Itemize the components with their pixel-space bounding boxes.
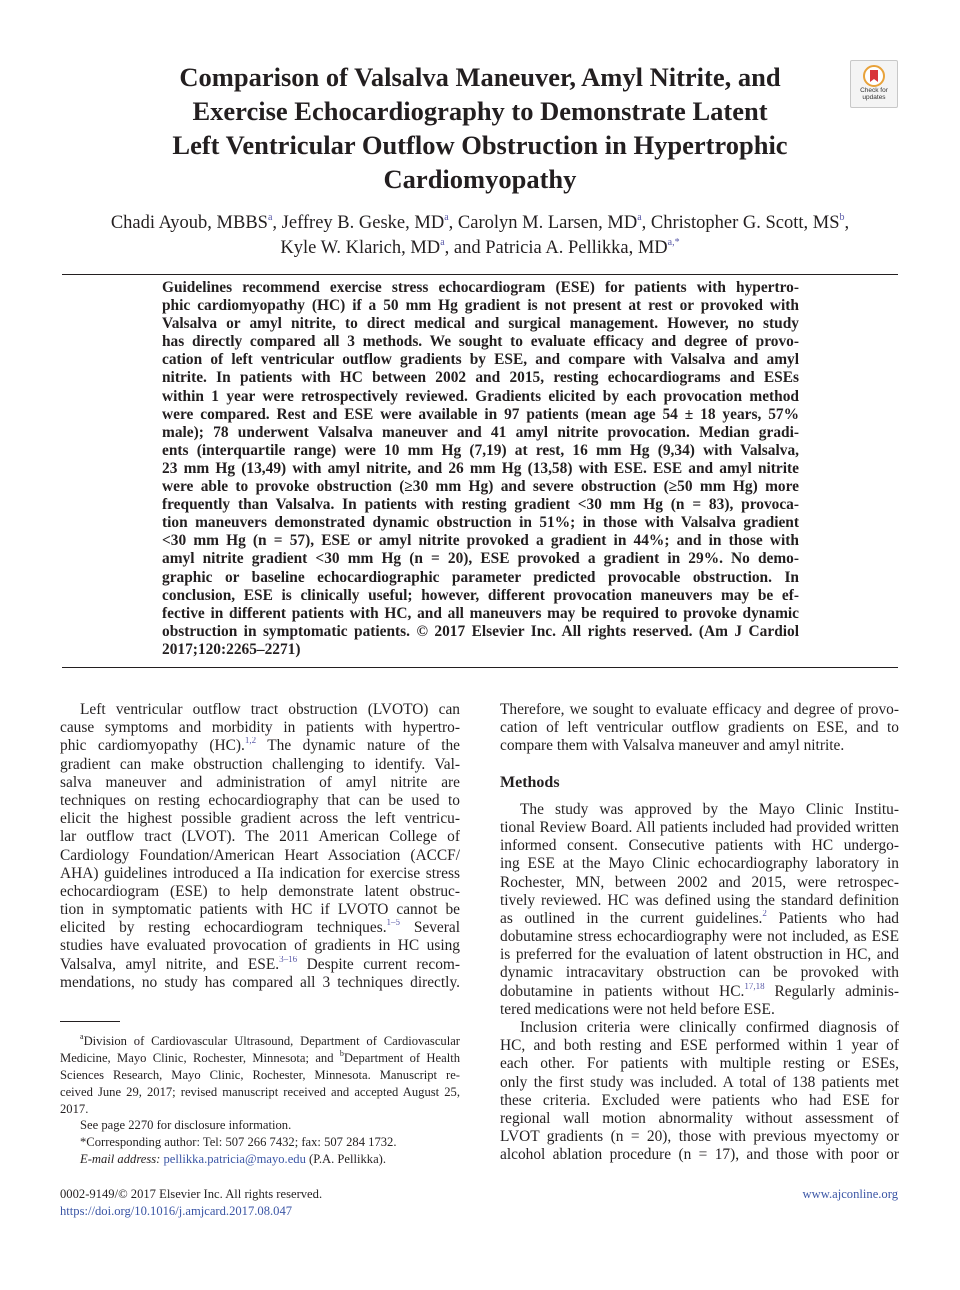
email-label: E-mail address:: [80, 1152, 161, 1167]
abstract-line: Valsalva or amyl nitrite, to direct medical and surgical management. However, no study: [162, 315, 799, 333]
body-text: Valsalva, amyl nitrite, and ESE.: [60, 955, 280, 973]
abstract-top-rule: [62, 274, 898, 275]
body-text: salva maneuver and administration of amyl nitrite are: [60, 773, 460, 791]
doi-link[interactable]: https://doi.org/10.1016/j.amjcard.2017.08.047: [60, 1204, 293, 1218]
body-line: [500, 983, 899, 1001]
body-text: as outlined in the current guidelines.: [500, 909, 763, 927]
footnote-text: Medicine, Mayo Clinic, Rochester, Minnesota; and: [60, 1050, 340, 1065]
email-note: [60, 1151, 460, 1168]
author-name: Chadi Ayoub, MBBS: [110, 213, 268, 233]
body-line: HC, and both resting and ESE performed within 1 year of: [500, 1037, 899, 1055]
title-line: Left Ventricular Outflow Obstruction in Hypertrophic: [172, 130, 788, 160]
body-line: [500, 855, 899, 873]
body-line: [500, 801, 899, 819]
body-line: only the first study was included. A total of 138 patients met: [500, 1073, 899, 1091]
body-line: these criteria. Excluded were patients who had ESE for: [500, 1091, 899, 1109]
body-text: The dynamic nature of the: [256, 737, 460, 755]
body-line: [60, 847, 460, 865]
body-line: LVOT gradients (n = 20), those with previous myectomy or: [500, 1128, 899, 1146]
badge-text-line2: updates: [862, 94, 886, 101]
footnote-line: [60, 1050, 460, 1067]
body-text: tively reviewed. HC was defined using the standard definition: [500, 891, 899, 909]
body-text: phic cardiomyopathy (HC).: [60, 737, 245, 755]
body-text: Several: [400, 919, 460, 937]
body-text: Cardiology Foundation/American Heart Association (ACCF/: [60, 846, 460, 864]
author-line-2: [60, 236, 900, 261]
citation-link[interactable]: 1–5: [386, 919, 401, 928]
body-text: tional Review Board. All patients included had provided written: [500, 818, 899, 836]
footnote-line: [60, 1101, 460, 1118]
body-line: [60, 792, 460, 810]
citation-link[interactable]: 3–16: [279, 955, 298, 964]
affiliation-marker: a: [80, 1033, 84, 1041]
body-text: cause symptoms and morbidity in patients with hypertro-: [60, 719, 460, 737]
author-list: [60, 211, 900, 261]
body-text: elicited by resting echocardiogram techniques.: [60, 919, 387, 937]
author-affiliation: a: [444, 211, 449, 223]
issn-copyright: 0002-9149/© 2017 Elsevier Inc. All rights reserved.: [60, 1187, 323, 1201]
body-line: [500, 928, 899, 946]
corresponding-author-note: [60, 1134, 460, 1151]
abstract-line: were able to provoke obstruction (≥30 mm Hg) and severe obstruction (≥50 mm Hg) more: [162, 478, 799, 496]
title-line: Cardiomyopathy: [383, 164, 577, 194]
title-line: Exercise Echocardiography to Demonstrate Latent: [192, 96, 768, 126]
body-text: AHA) guidelines introduced a IIa indication for exercise stress: [60, 864, 460, 882]
body-text: tered medications were not held before ESE.: [500, 1000, 775, 1018]
methods-column: [500, 701, 899, 1165]
body-text: Rochester, MN, between 2002 and 2015, were retrospec-: [500, 873, 899, 891]
author-affiliation: b: [839, 211, 845, 223]
abstract-bottom-rule: [62, 667, 898, 668]
intro-column: [60, 701, 460, 992]
body-line: regional wall motion abnormality without assessment of: [500, 1109, 899, 1127]
body-text: dobutamine in patients without HC.: [500, 982, 745, 1000]
author-name: Christopher G. Scott, MS: [650, 213, 840, 233]
citation-link[interactable]: 17,18: [744, 982, 765, 991]
body-line: [60, 719, 460, 737]
abstract-line: fective in different patients with HC, and all maneuvers may be required to provoke dynamic: [162, 604, 799, 622]
abstract-line: amyl nitrite gradient <30 mm Hg (n = 20), ESE provoked a gradient in 29%. No demo-: [162, 550, 799, 568]
methods-heading: Methods: [500, 773, 560, 791]
body-line: [60, 810, 460, 828]
body-line: [500, 837, 899, 855]
body-line: [60, 756, 460, 774]
abstract-line: male); 78 underwent Valsalva maneuver and 41 amyl nitrite provocation. Median gradi-: [162, 423, 799, 441]
body-line: [60, 828, 460, 846]
body-text: ing ESE at the Mayo Clinic echocardiography laboratory in: [500, 855, 899, 873]
footnote-text: (P.A. Pellikka).: [305, 1152, 386, 1167]
body-text: dynamic intracavitary obstruction can be provoked with: [500, 964, 899, 982]
abstract-line: <30 mm Hg (n = 57), ESE or amyl nitrite provoked a gradient in 44%; and in those with: [162, 532, 799, 550]
footnote-line: [60, 1033, 460, 1050]
body-line: cation of left ventricular outflow gradients on ESE, and to: [500, 719, 899, 737]
abstract-line: nitrite. In patients with HC between 2002 and 2015, resting echocardiograms and ESEs: [162, 369, 799, 387]
abstract-line: phic cardiomyopathy (HC) if a 50 mm Hg gradient is not present at rest or provoked with: [162, 297, 799, 315]
body-line: [60, 956, 460, 974]
body-line: Inclusion criteria were clinically confirmed diagnosis of: [520, 1019, 899, 1036]
abstract-line: conclusion, ESE is clinically useful; however, different provocation maneuvers may be ef-: [162, 586, 799, 604]
abstract-line: 2017;120:2265–2271): [162, 640, 301, 658]
author-separator: ,: [641, 213, 651, 233]
body-text: The study was approved by the Mayo Clinic Institu-: [520, 800, 899, 818]
body-text: Regularly adminis-: [764, 982, 899, 1000]
journal-website-link[interactable]: www.ajconline.org: [802, 1187, 898, 1201]
abstract-line: were compared. Rest and ESE were available in 97 patients (mean age 54 ± 18 years, 57%: [162, 405, 799, 423]
body-line: [60, 774, 460, 792]
footer-left: [60, 1186, 322, 1220]
body-line: [60, 737, 460, 755]
body-line: each other. For patients with multiple resting or ESEs,: [500, 1055, 899, 1073]
body-line: [500, 819, 899, 837]
author-affiliation: a,*: [667, 236, 680, 248]
affiliation-marker: b: [339, 1049, 344, 1058]
body-line: [60, 974, 460, 992]
body-text: is preferred for the evaluation of latent obstruction in HC, and: [500, 946, 899, 964]
abstract-line: 23 mm Hg (13,49) with amyl nitrite, and 26 mm Hg (13,58) with ESE. ESE and amyl nitrite: [162, 459, 799, 477]
body-line: [500, 946, 899, 964]
abstract-line: has directly compared all 3 methods. We sought to evaluate efficacy and degree of provo-: [162, 333, 799, 351]
abstract: [162, 279, 799, 659]
footnote-rule: [60, 1021, 120, 1022]
body-text: Despite current recom-: [297, 955, 460, 973]
footnote-text: ceived June 29, 2017; revised manuscript received and accepted August 25,: [60, 1084, 460, 1099]
footnote-text: 2017.: [60, 1101, 89, 1116]
author-affiliation: a: [440, 236, 445, 248]
author-separator: ,: [844, 213, 850, 233]
abstract-line: obstruction in symptomatic patients. © 2017 Elsevier Inc. All rights reserved. (Am J Cardiol: [162, 622, 799, 640]
author-separator: ,: [272, 213, 282, 233]
body-text: tion in symptomatic patients with HC if LVOTO cannot be: [60, 901, 460, 919]
abstract-line: ents (interquartile range) were 10 mm Hg (7,19) at rest, 16 mm Hg (9,34) with Valsalva,: [162, 441, 799, 459]
body-line: [60, 865, 460, 883]
body-line: Therefore, we sought to evaluate efficacy and degree of provo-: [500, 701, 899, 718]
title-line: Comparison of Valsalva Maneuver, Amyl Nitrite, and: [179, 62, 781, 92]
body-text: lar outflow tract (LVOT). The 2011 American College of: [60, 828, 460, 846]
body-line: [60, 883, 460, 901]
body-text: mendations, no study has compared all 3 techniques directly.: [60, 973, 460, 991]
body-text: techniques on resting echocardiography that can be used to: [60, 791, 460, 809]
body-line: [60, 919, 460, 937]
footnote-text: Sciences Research, Mayo Clinic, Rochester, Minnesota. Manuscript re-: [60, 1067, 460, 1082]
footnote-text: Division of Cardiovascular Ultrasound, Department of Cardiovascular: [83, 1034, 460, 1048]
footnotes: [60, 1033, 460, 1168]
body-text: informed consent. Consecutive patients with HC undergo-: [500, 837, 899, 855]
author-name: Patricia A. Pellikka, MD: [485, 238, 668, 258]
footnote-line: [60, 1067, 460, 1084]
footnote-text: Department of Health: [343, 1050, 460, 1065]
body-text: Left ventricular outflow tract obstruction (LVOTO) can: [80, 701, 460, 718]
body-line: [500, 892, 899, 910]
body-line: [500, 910, 899, 928]
email-link[interactable]: pellikka.patricia@mayo.edu: [163, 1152, 306, 1167]
author-separator: ,: [448, 213, 458, 233]
badge-text-line1: Check for: [860, 87, 888, 94]
abstract-line: frequently than Valsalva. In patients with resting gradient <30 mm Hg (n = 83), provoca-: [162, 496, 799, 514]
author-name: Jeffrey B. Geske, MD: [281, 213, 445, 233]
disclosure-note: [60, 1117, 460, 1134]
body-line: [60, 701, 460, 719]
body-text: gradient can make obstruction challenging to identify. Val-: [60, 755, 460, 773]
footnote-line: [60, 1084, 460, 1101]
body-line: [60, 901, 460, 919]
author-separator: , and: [444, 238, 486, 258]
body-text: elicit the highest possible gradient across the left ventricu-: [60, 810, 460, 828]
bookmark-icon: [863, 65, 885, 87]
abstract-line: cation of left ventricular outflow gradients by ESE, and compare with Valsalva and amyl: [162, 351, 799, 369]
body-text: dobutamine stress echocardiography were not included, as ESE: [500, 928, 899, 946]
body-text: studies have evaluated provocation of gradients in HC using: [60, 937, 460, 955]
author-name: Kyle W. Klarich, MD: [280, 238, 441, 258]
abstract-line: within 1 year were retrospectively reviewed. Gradients elicited by each provocation method: [162, 387, 799, 405]
abstract-line: tion maneuvers demonstrated dynamic obstruction in 51%; in those with Valsalva gradient: [162, 514, 799, 532]
body-line: alcohol ablation procedure (n = 17), and those with poor or: [500, 1146, 899, 1164]
body-line: [500, 964, 899, 982]
abstract-line: graphic or baseline echocardiographic parameter predicted provocable obstruction. In: [162, 568, 799, 586]
abstract-line: Guidelines recommend exercise stress echocardiogram (ESE) for patients with hypertro-: [162, 279, 799, 296]
citation-link[interactable]: 1,2: [244, 737, 257, 746]
body-line: compare them with Valsalva maneuver and amyl nitrite.: [500, 737, 845, 755]
body-line: [500, 1001, 899, 1019]
body-text: Patients who had: [766, 909, 899, 927]
author-affiliation: a: [637, 211, 642, 223]
footnote-text: See page 2270 for disclosure information.: [80, 1118, 292, 1133]
author-line-1: [60, 211, 900, 236]
check-for-updates-badge[interactable]: [850, 60, 898, 108]
citation-link[interactable]: 2: [762, 909, 767, 918]
footnote-text: *Corresponding author: Tel: 507 266 7432; fax: 507 284 1732.: [80, 1135, 397, 1150]
author-affiliation: a: [267, 211, 273, 223]
article-title: [130, 60, 830, 196]
body-line: [500, 874, 899, 892]
body-line: [60, 937, 460, 955]
body-text: echocardiogram (ESE) to help demonstrate latent obstruc-: [60, 882, 460, 900]
author-name: Carolyn M. Larsen, MD: [457, 213, 638, 233]
